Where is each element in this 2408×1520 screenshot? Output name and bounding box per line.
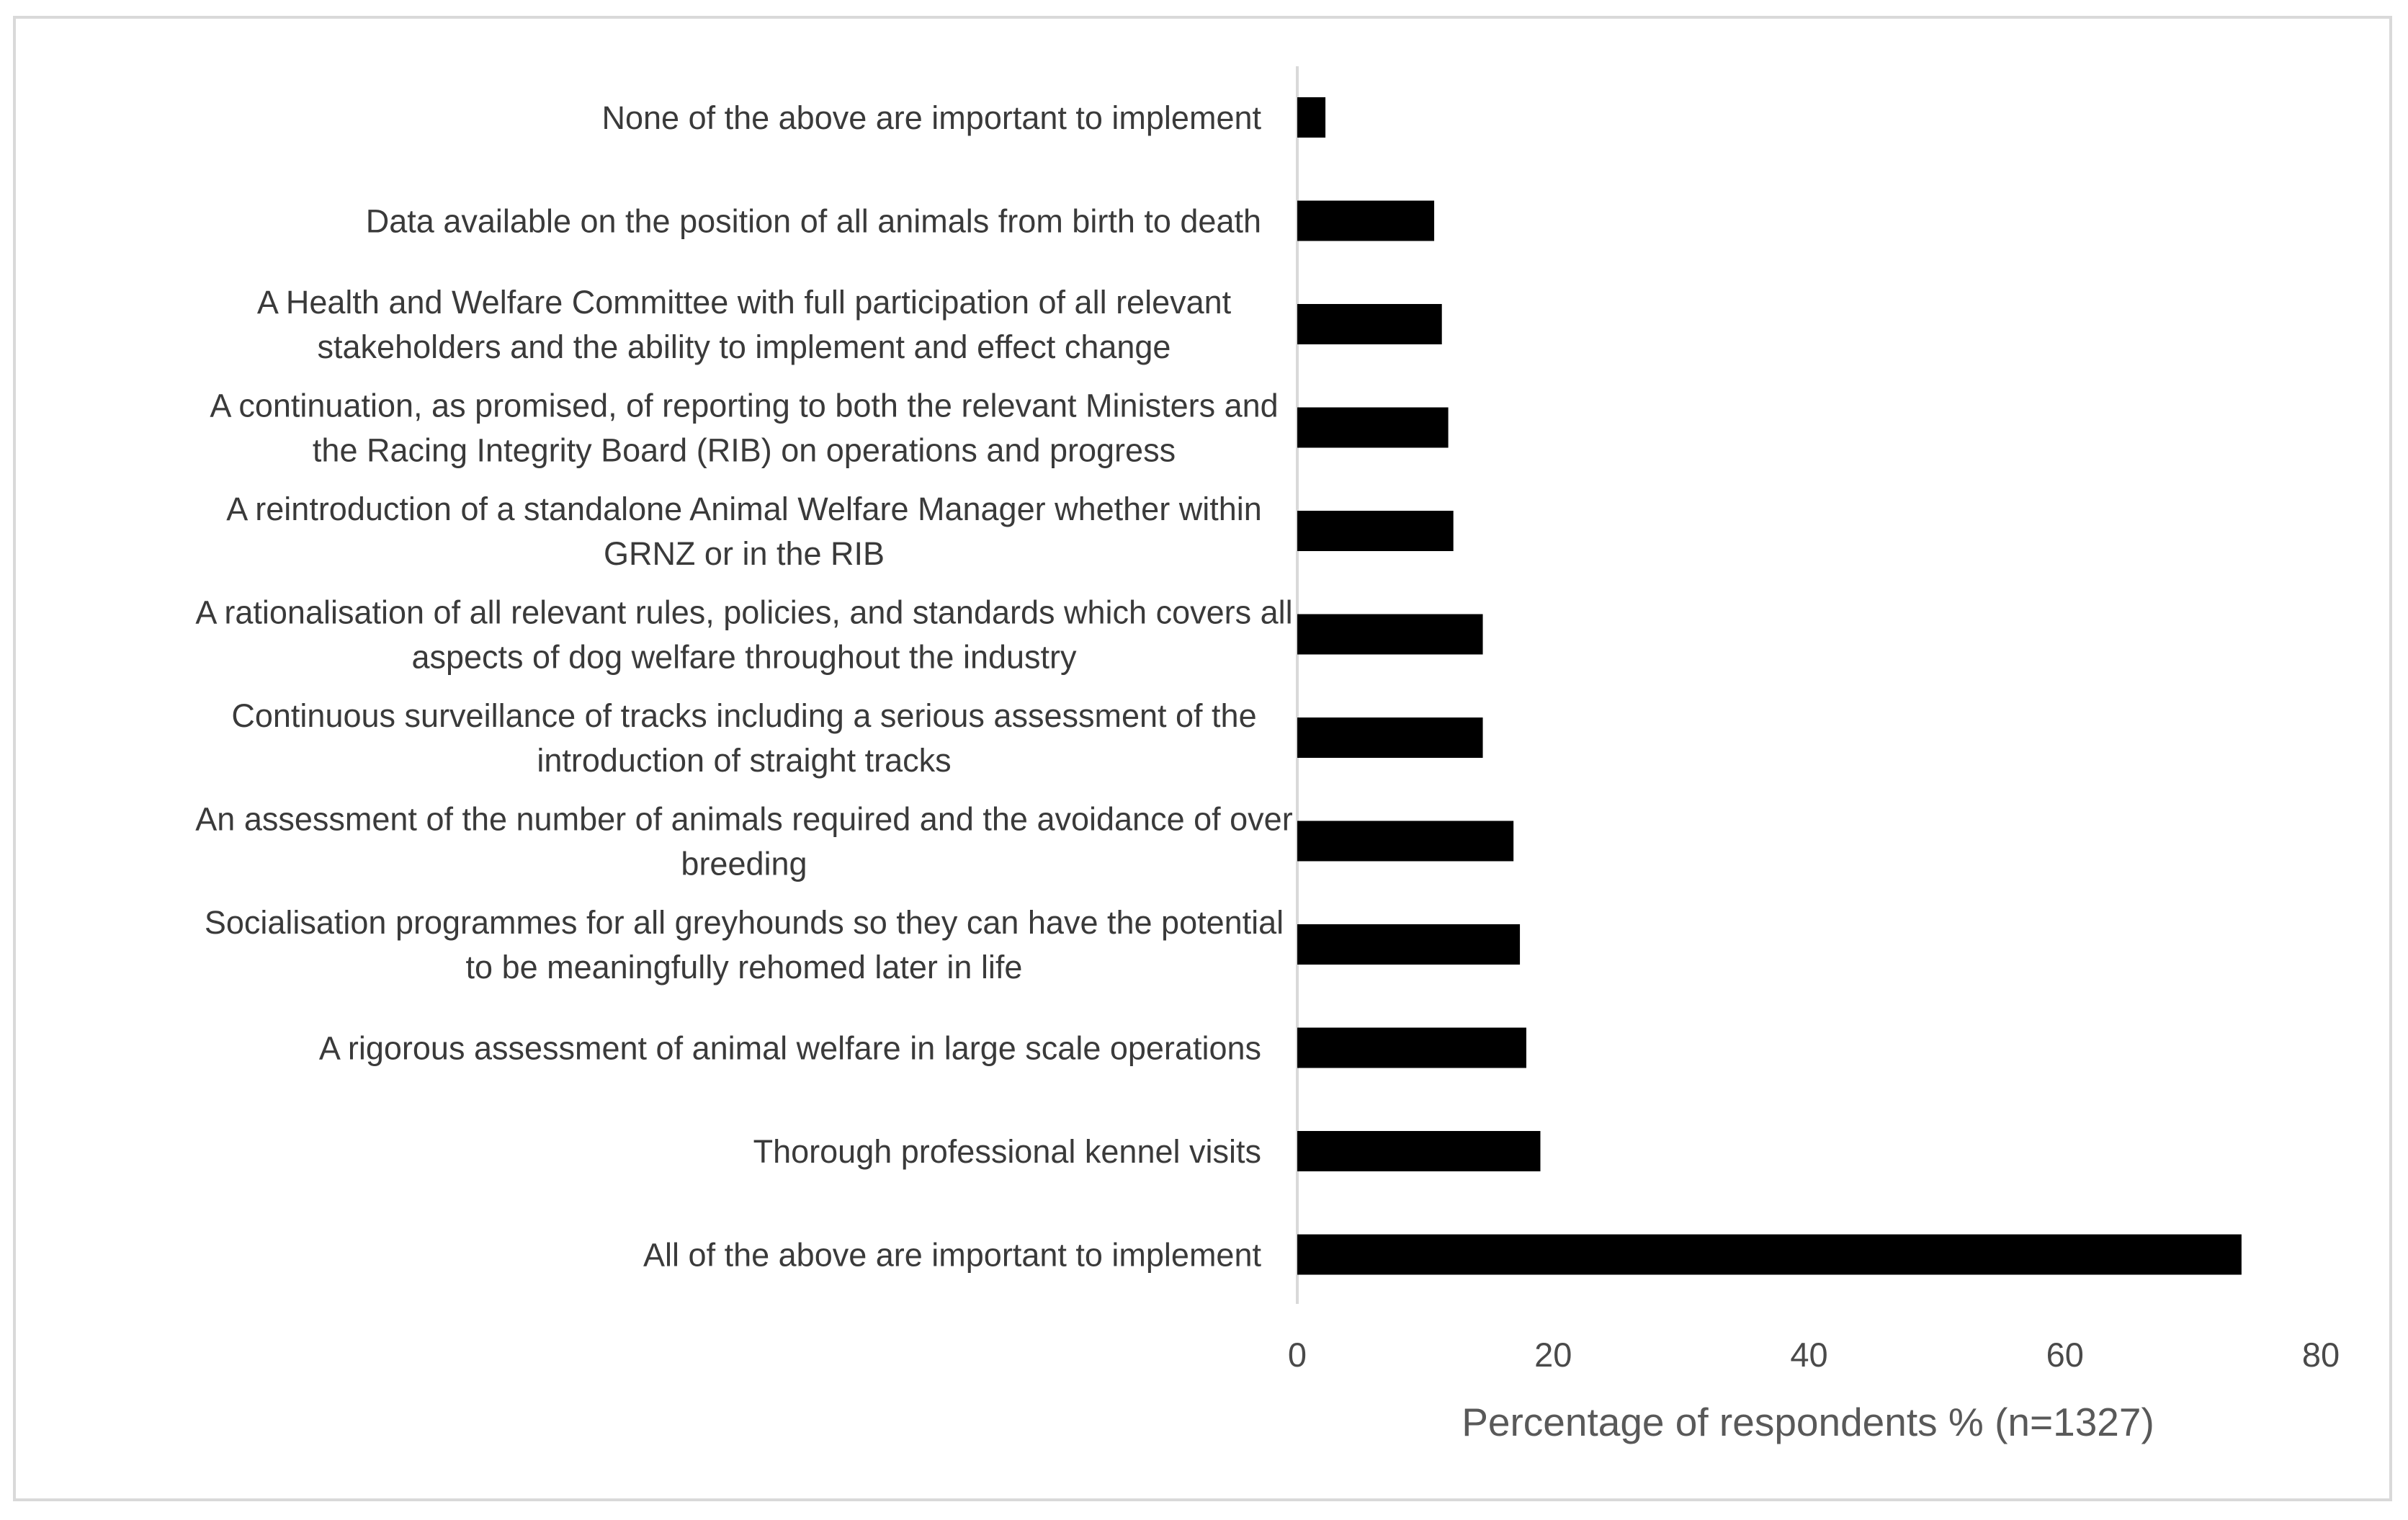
bar: [1297, 304, 1442, 344]
category-label-line: introduction of straight tracks: [537, 742, 952, 779]
bar: [1297, 717, 1483, 758]
category-label-line: An assessment of the number of animals required and the avoidance of over: [195, 800, 1293, 838]
category-label: [257, 284, 1232, 365]
x-tick-label: 0: [1287, 1336, 1307, 1374]
category-label: [366, 203, 1261, 240]
category-label-line: Data available on the position of all animals from birth to death: [365, 202, 1261, 240]
x-tick-label: 80: [2301, 1336, 2340, 1374]
bar: [1297, 924, 1520, 965]
category-label-line: A continuation, as promised, of reporting to both the relevant Ministers and: [210, 387, 1279, 424]
x-tick-labels: [1288, 1336, 2340, 1374]
category-label-line: None of the above are important to implement: [601, 99, 1261, 136]
category-label-line: GRNZ or in the RIB: [603, 535, 885, 572]
category-label: [601, 99, 1261, 136]
bar: [1297, 97, 1325, 138]
category-label-line: breeding: [681, 845, 807, 882]
category-label-line: A reintroduction of a standalone Animal Welfare Manager whether within: [226, 491, 1262, 527]
category-label: [643, 1237, 1261, 1274]
x-tick-label: 60: [2046, 1336, 2084, 1374]
category-label-line: A rigorous assessment of animal welfare in large scale operations: [318, 1029, 1261, 1067]
category-label-line: aspects of dog welfare throughout the industry: [411, 638, 1077, 676]
category-label-line: the Racing Integrity Board (RIB) on operations and progress: [312, 432, 1176, 469]
bars-layer: [1297, 97, 2242, 1275]
x-tick-label: 20: [1534, 1336, 1572, 1374]
category-label-line: A rationalisation of all relevant rules, policies, and standards which covers all: [195, 594, 1293, 631]
x-axis-title: Percentage of respondents % (n=1327): [1462, 1400, 2154, 1444]
category-label-line: All of the above are important to implement: [643, 1236, 1261, 1274]
bar: [1297, 821, 1513, 862]
category-label-line: stakeholders and the ability to implement and effect change: [317, 328, 1171, 365]
bar: [1297, 614, 1483, 655]
category-label: [195, 594, 1292, 676]
category-label-line: to be meaningfully rehomed later in life: [465, 949, 1023, 985]
category-label-line: Continuous surveillance of tracks including a serious assessment of the: [231, 697, 1257, 734]
category-label: [226, 491, 1262, 572]
category-label-line: Socialisation programmes for all greyhounds so they can have the potential: [204, 904, 1284, 941]
bar: [1297, 1028, 1526, 1068]
category-label: [205, 904, 1284, 985]
category-label: [319, 1030, 1261, 1067]
category-label: [753, 1133, 1261, 1170]
x-tick-label: 40: [1790, 1336, 1828, 1374]
category-labels: [195, 99, 1292, 1274]
bar: [1297, 408, 1449, 448]
category-label: [210, 388, 1278, 469]
bar: [1297, 511, 1454, 551]
bar: [1297, 1131, 1540, 1171]
category-label-line: Thorough professional kennel visits: [753, 1133, 1261, 1170]
category-label: [231, 697, 1256, 779]
category-label: [195, 801, 1292, 882]
bar: [1297, 201, 1434, 241]
bar: [1297, 1235, 2242, 1275]
category-label-line: A Health and Welfare Committee with full participation of all relevant: [256, 284, 1232, 321]
